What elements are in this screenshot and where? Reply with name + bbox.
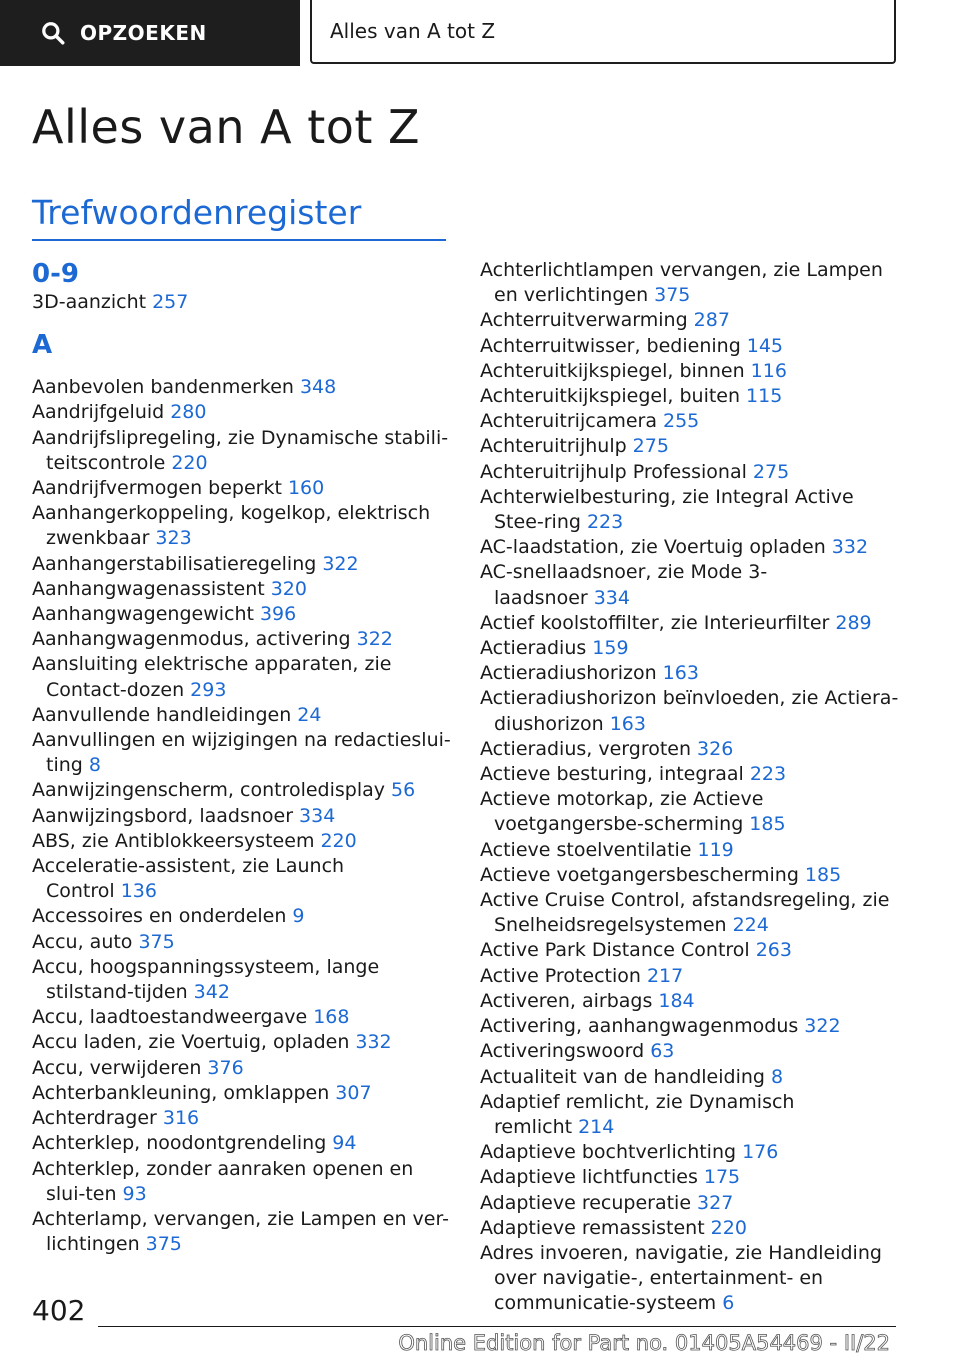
chapter-tab[interactable] — [310, 0, 896, 64]
index-entry-term: Actieve stoelventilatie — [480, 838, 692, 861]
index-entry-page-link[interactable]: 93 — [122, 1182, 147, 1205]
index-entry-term: Adaptieve remassistent — [480, 1216, 705, 1239]
index-entry-page-link[interactable]: 6 — [722, 1292, 735, 1315]
index-entry — [480, 636, 900, 661]
index-entry — [32, 955, 452, 1005]
index-entry-term: Achterklep, zonder aanraken openen en slui-ten — [32, 1157, 414, 1205]
index-entry-page-link[interactable]: 115 — [746, 385, 783, 408]
index-entry — [32, 400, 452, 425]
index-entry-term: Acceleratie-assistent, zie Launch Control — [32, 855, 345, 903]
index-entry-term: Achteruitkijkspiegel, binnen — [480, 359, 745, 382]
index-entry — [32, 1081, 452, 1106]
index-entry-page-link[interactable]: 293 — [190, 678, 227, 701]
index-entry-page-link[interactable]: 316 — [162, 1107, 200, 1130]
index-entry-term: Achterlichtlampen vervangen, zie Lampen en verlichtingen — [480, 259, 883, 307]
index-entry-term: Actieve motorkap, zie Actieve voetgangersbe-scherming — [480, 788, 764, 836]
index-entry-page-link[interactable]: 322 — [804, 1015, 841, 1038]
index-entry-page-link[interactable]: 322 — [356, 628, 393, 651]
index-entry-page-link[interactable]: 320 — [270, 577, 307, 600]
search-tab[interactable] — [0, 0, 300, 66]
index-entry-term: Adaptieve recuperatie — [480, 1191, 692, 1214]
index-entry — [480, 1039, 900, 1064]
index-entry-page-link[interactable]: 184 — [658, 989, 695, 1012]
index-entry — [480, 334, 900, 359]
index-entry — [480, 308, 900, 333]
index-entry-term: Accu, verwijderen — [32, 1056, 202, 1079]
index-entry-page-link[interactable]: 223 — [749, 763, 787, 786]
index-entry-term: Actieve besturing, integraal — [480, 763, 744, 786]
index-entry — [480, 1241, 900, 1317]
index-entry-page-link[interactable]: 307 — [335, 1081, 372, 1104]
index-entry-page-link[interactable]: 119 — [697, 838, 734, 861]
edition-watermark: Online Edition for Part no. 01405A54469 - II/22 — [398, 1331, 890, 1355]
page-title: Alles van A tot Z — [32, 100, 421, 154]
index-entry-term: Achteruitrijhulp Professional — [480, 460, 747, 483]
index-entry-term: Aandrijfgeluid — [32, 401, 165, 424]
index-entry-term: AC-laadstation, zie Voertuig opladen — [480, 536, 826, 559]
index-entry-page-link[interactable]: 224 — [732, 914, 769, 937]
index-entry-term: Aanhangerstabilisatieregeling — [32, 552, 317, 575]
index-entry-term: Achterwielbesturing, zie Integral Active Stee-ring — [480, 485, 854, 534]
index-entry-page-link[interactable]: 220 — [710, 1216, 747, 1239]
index-entry-page-link[interactable]: 185 — [804, 863, 842, 886]
index-entry-page-link[interactable]: 396 — [259, 603, 297, 626]
index-entry — [480, 964, 900, 989]
index-entry — [480, 838, 900, 863]
index-group-a-continued — [480, 258, 900, 1317]
top-navigation — [0, 0, 960, 66]
index-entry-term: Achteruitkijkspiegel, buiten — [480, 385, 741, 408]
index-entry-term: Achterlamp, vervangen, zie Lampen en ver-lichtingen — [32, 1207, 449, 1256]
index-entry-page-link[interactable]: 322 — [322, 552, 359, 575]
index-entry-page-link[interactable]: 168 — [313, 1006, 350, 1029]
index-entry-term: Activering, aanhangwagenmodus — [480, 1015, 799, 1038]
chapter-tab-label: Alles van A tot Z — [330, 19, 496, 43]
index-entry-term: Adres invoeren, navigatie, zie Handleiding over navigatie-, entertainment- en communicatie-systeem — [480, 1241, 882, 1315]
index-entry — [32, 290, 452, 315]
index-entry — [32, 652, 452, 702]
index-entry-page-link[interactable]: 163 — [662, 662, 699, 685]
index-entry-term: Active Cruise Control, afstandsregeling, zie Snelheidsregelsystemen — [480, 889, 890, 937]
index-entry-page-link[interactable]: 176 — [742, 1141, 779, 1164]
index-entry-page-link[interactable]: 275 — [752, 460, 790, 483]
index-group-a — [32, 375, 452, 1257]
footer-divider — [98, 1326, 896, 1327]
index-entry-page-link[interactable]: 375 — [138, 930, 175, 953]
index-entry-term: 3D-aanzicht — [32, 291, 147, 313]
index-letter-heading-0-9: 0-9 — [32, 259, 79, 289]
index-entry-term: Accu laden, zie Voertuig, opladen — [32, 1031, 350, 1054]
index-entry-page-link[interactable]: 145 — [746, 334, 784, 357]
index-entry — [480, 1191, 900, 1216]
index-entry-term: Aandrijfslipregeling, zie Dynamische stabili-teitscontrole — [32, 426, 449, 474]
index-entry-page-link[interactable]: 159 — [592, 637, 629, 660]
index-entry-page-link[interactable]: 289 — [835, 611, 872, 634]
index-entry — [32, 1056, 452, 1081]
index-entry — [480, 737, 900, 762]
index-entry — [32, 627, 452, 652]
index-entry — [480, 1065, 900, 1090]
index-entry-term: Aandrijfvermogen beperkt — [32, 477, 282, 500]
index-entry-page-link[interactable]: 163 — [609, 712, 646, 735]
index-entry-page-link[interactable]: 326 — [697, 737, 734, 760]
index-entry — [32, 426, 452, 476]
index-entry — [32, 778, 452, 803]
index-entry-term: Adaptief remlicht, zie Dynamisch remlicht — [480, 1090, 795, 1138]
index-entry — [32, 904, 452, 929]
index-entry — [480, 1165, 900, 1190]
index-entry-page-link[interactable]: 334 — [299, 804, 336, 827]
index-entry-term: Active Park Distance Control — [480, 939, 750, 962]
index-entry — [32, 1157, 452, 1207]
index-entry — [480, 686, 900, 736]
index-entry — [32, 1030, 452, 1055]
index-entry — [480, 560, 900, 610]
section-title: Trefwoordenregister — [32, 193, 362, 232]
index-entry — [32, 804, 452, 829]
index-entry — [32, 476, 452, 501]
index-entry-term: AC-snellaadsnoer, zie Mode 3-laadsnoer — [480, 561, 768, 609]
index-entry — [480, 535, 900, 560]
index-entry-term: Aanhangwagenmodus, activering — [32, 628, 351, 651]
index-entry-page-link[interactable]: 223 — [586, 511, 624, 534]
index-entry — [480, 661, 900, 686]
index-entry-term: Actieradiushorizon beïnvloeden, zie Actiera-diushorizon — [480, 687, 899, 735]
index-entry-term: ABS, zie Antiblokkeersysteem — [32, 829, 315, 852]
index-entry-page-link[interactable]: 217 — [646, 964, 684, 987]
index-entry — [32, 1106, 452, 1131]
index-entry — [480, 888, 900, 938]
index-entry-page-link[interactable]: 94 — [332, 1132, 357, 1155]
index-entry-term: Adaptieve bochtverlichting — [480, 1141, 737, 1164]
index-entry-page-link[interactable]: 8 — [770, 1065, 784, 1088]
index-entry-term: Aanwijzingenscherm, controledisplay — [32, 779, 386, 802]
index-entry — [32, 1005, 452, 1030]
index-entry-term: Activeren, airbags — [480, 989, 653, 1012]
index-entry-page-link[interactable]: 327 — [697, 1191, 734, 1214]
index-entry-page-link[interactable]: 56 — [391, 779, 416, 802]
index-entry-term: Aanhangwagenassistent — [32, 577, 265, 600]
index-entry-term: Actieve voetgangersbescherming — [480, 863, 799, 886]
index-entry-page-link[interactable]: 136 — [120, 880, 157, 903]
index-entry — [32, 552, 452, 577]
index-entry — [480, 1216, 900, 1241]
index-entry — [32, 1207, 452, 1257]
index-entry-term: Actief koolstoffilter, zie Interieurfilter — [480, 611, 830, 634]
index-entry-page-link[interactable]: 376 — [207, 1056, 244, 1079]
search-icon — [40, 20, 66, 46]
index-entry — [480, 1140, 900, 1165]
index-entry-term: Achterruitwisser, bediening — [480, 334, 741, 357]
index-entry-page-link[interactable]: 8 — [88, 754, 101, 777]
index-entry-term: Aanwijzingsbord, laadsnoer — [32, 804, 294, 827]
index-entry-page-link[interactable]: 63 — [650, 1040, 675, 1063]
index-entry-page-link[interactable]: 255 — [662, 410, 700, 433]
index-entry — [32, 577, 452, 602]
index-entry-page-link[interactable]: 185 — [749, 813, 786, 836]
index-entry-page-link[interactable]: 287 — [693, 309, 730, 332]
index-entry-page-link[interactable]: 214 — [578, 1115, 615, 1138]
index-entry — [32, 728, 452, 778]
index-entry-term: Achterklep, noodontgrendeling — [32, 1132, 327, 1155]
index-entry-page-link[interactable]: 275 — [632, 435, 669, 458]
index-entry-page-link[interactable]: 280 — [170, 401, 207, 424]
index-entry-page-link[interactable]: 348 — [299, 376, 337, 399]
index-entry — [480, 485, 900, 535]
index-entry-page-link[interactable]: 323 — [155, 527, 192, 550]
index-entry-term: Actieradiushorizon — [480, 662, 657, 685]
index-entry — [32, 854, 452, 904]
index-entry-term: Accu, hoogspanningssysteem, lange stilstand-tijden — [32, 955, 380, 1004]
index-entry-page-link[interactable]: 375 — [145, 1233, 182, 1256]
index-entry-term: Aanvullingen en wijzigingen na redactieslui-ting — [32, 729, 451, 777]
index-entry-term: Accu, auto — [32, 930, 133, 953]
index-entry-page-link[interactable]: 332 — [831, 536, 869, 559]
index-entry — [480, 938, 900, 963]
index-entry-term: Accu, laadtoestandweergave — [32, 1006, 308, 1029]
index-entry-term: Actualiteit van de handleiding — [480, 1065, 765, 1088]
index-entry — [480, 434, 900, 459]
section-divider — [32, 239, 446, 241]
index-entry-term: Aanhangwagengewicht — [32, 603, 254, 626]
index-entry — [32, 829, 452, 854]
index-entry-term: Adaptieve lichtfuncties — [480, 1166, 698, 1189]
index-entry-page-link[interactable]: 263 — [755, 939, 792, 962]
index-entry — [32, 375, 452, 400]
index-entry — [480, 762, 900, 787]
index-entry — [480, 863, 900, 888]
index-entry — [480, 1090, 900, 1140]
index-entry — [480, 1014, 900, 1039]
index-entry — [32, 703, 452, 728]
index-entry-page-link[interactable]: 9 — [292, 905, 305, 928]
index-entry — [480, 611, 900, 636]
index-letter-heading-a: A — [32, 330, 53, 361]
index-entry-term: Active Protection — [480, 964, 641, 987]
index-entry — [32, 501, 452, 551]
index-entry-term: Achterruitverwarming — [480, 309, 688, 332]
index-entry — [480, 409, 900, 434]
index-entry-page-link[interactable]: 332 — [355, 1031, 392, 1054]
index-entry — [32, 602, 452, 627]
index-entry-term: Aanbevolen bandenmerken — [32, 376, 294, 399]
index-entry-page-link[interactable]: 334 — [593, 586, 630, 609]
index-group-0-9 — [32, 290, 452, 315]
index-entry-term: Actieradius, vergroten — [480, 737, 692, 760]
index-entry — [480, 359, 900, 384]
index-entry-term: Accessoires en onderdelen — [32, 905, 287, 928]
page-number: 402 — [32, 1294, 86, 1327]
index-entry-page-link[interactable]: 175 — [703, 1166, 741, 1189]
index-entry — [480, 258, 900, 308]
index-entry-page-link[interactable]: 257 — [152, 291, 189, 313]
index-entry-term: Achterbankleuning, omklappen — [32, 1081, 330, 1104]
index-column-left — [32, 258, 452, 1257]
index-entry-term: Aanhangerkoppeling, kogelkop, elektrisch zwenkbaar — [32, 502, 431, 550]
index-entry — [480, 787, 900, 837]
index-entry — [480, 989, 900, 1014]
search-tab-label: OPZOEKEN — [80, 21, 207, 45]
index-entry-page-link[interactable]: 375 — [654, 284, 691, 307]
index-entry — [32, 1131, 452, 1156]
index-entry-page-link[interactable]: 220 — [171, 451, 208, 474]
index-entry-page-link[interactable]: 24 — [297, 703, 322, 726]
index-entry-page-link[interactable]: 116 — [750, 359, 787, 382]
index-entry-term: Achteruitrijhulp — [480, 435, 627, 458]
index-entry-page-link[interactable]: 220 — [320, 829, 357, 852]
index-entry-term: Actieradius — [480, 637, 587, 660]
index-column-right — [480, 258, 900, 1317]
index-entry-page-link[interactable]: 160 — [287, 477, 325, 500]
index-entry-term: Achteruitrijcamera — [480, 410, 657, 433]
index-entry — [480, 384, 900, 409]
index-entry-term: Aanvullende handleidingen — [32, 703, 292, 726]
index-entry-page-link[interactable]: 342 — [193, 981, 230, 1004]
index-entry — [480, 460, 900, 485]
index-entry-term: Achterdrager — [32, 1107, 157, 1130]
index-entry-term: Activeringswoord — [480, 1040, 645, 1063]
index-entry-term: Aansluiting elektrische apparaten, zie Contact-dozen — [32, 653, 392, 701]
index-entry — [32, 930, 452, 955]
